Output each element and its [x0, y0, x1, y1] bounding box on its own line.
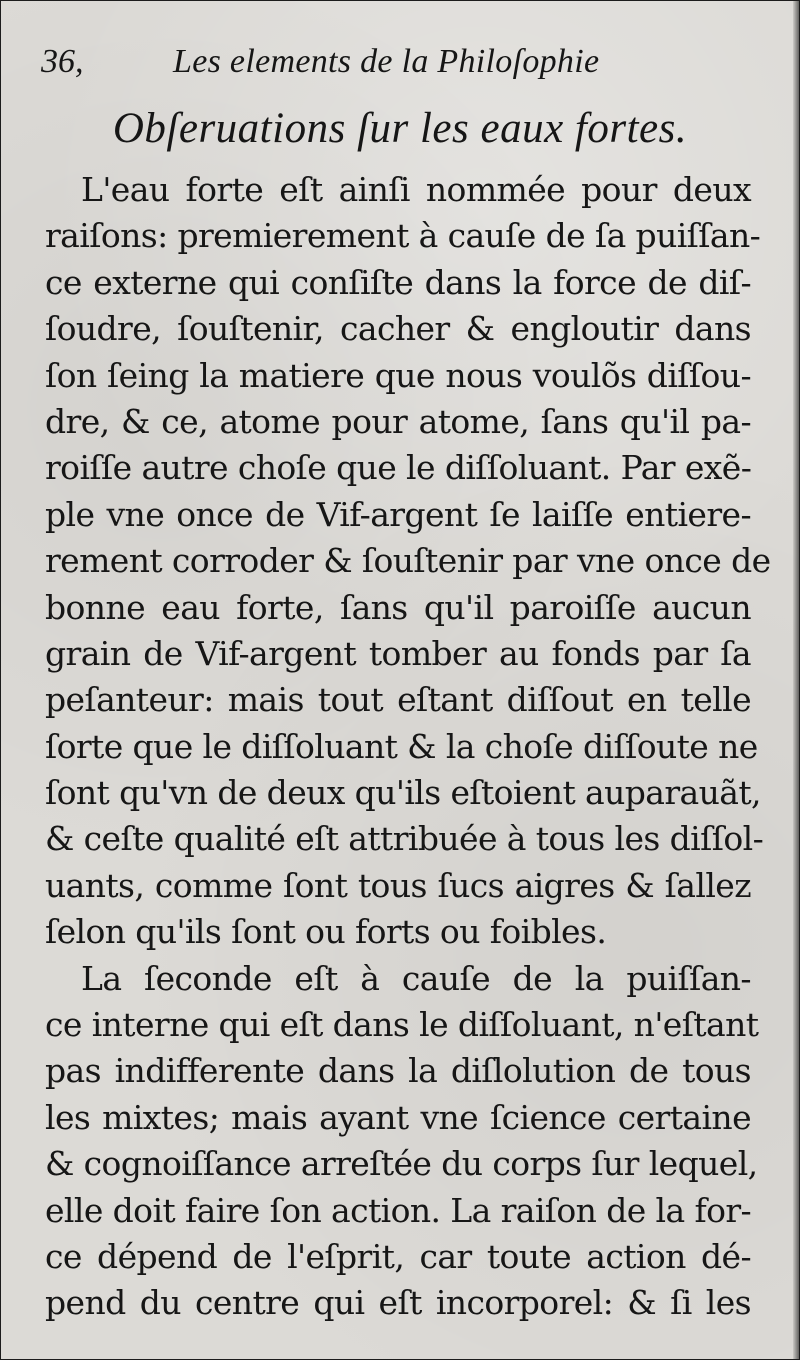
- text-line: La ſeconde eſt à cauſe de la puiſſan-: [81, 958, 751, 998]
- text-line: ple vne once de Vif-argent ſe laiſſe entiere-: [45, 494, 751, 534]
- text-line: grain de Vif-argent tomber au fonds par ſa: [45, 633, 751, 673]
- text-line: ce externe qui conſiſte dans la force de diſ-: [45, 262, 751, 302]
- text-line: & cognoiſſance arreſtée du corps ſur lequel,: [45, 1144, 758, 1184]
- text-line: ſoudre, ſouſtenir, cacher & engloutir dans: [45, 309, 751, 349]
- text-line: ce interne qui eſt dans le diſſoluant, n'eſtant: [45, 1005, 759, 1045]
- text-line: ſon ſeing la matiere que nous voulõs diſſou-: [45, 355, 751, 395]
- page-number: 36,: [41, 43, 84, 80]
- text-line: bonne eau forte, ſans qu'il paroiſſe aucun: [45, 587, 751, 627]
- text-line: pend du centre qui eſt incorporel: & ſi les: [45, 1283, 751, 1323]
- text-line: peſanteur: mais tout eſtant diſſout en telle: [45, 680, 751, 720]
- text-line: ſelon qu'ils ſont ou forts ou foibles.: [45, 912, 607, 952]
- running-head: [41, 37, 761, 87]
- text-line: dre, & ce, atome pour atome, ſans qu'il pa-: [45, 401, 751, 441]
- text-line: les mixtes; mais ayant vne ſcience certaine: [45, 1097, 751, 1137]
- running-title: Les elements de la Philoſophie: [173, 43, 600, 80]
- text-line: L'eau forte eſt ainſi nommée pour deux: [81, 170, 751, 209]
- text-line: rement corroder & ſouſtenir par vne once de: [45, 541, 771, 581]
- text-line: ſont qu'vn de deux qu'ils eſtoient auparauãt,: [45, 773, 761, 813]
- text-line: raiſons: premierement à cauſe de ſa puiſſan-: [45, 216, 761, 256]
- page-edge-shadow: [793, 1, 799, 1359]
- text-line: pas indifferente dans la diſlolution de tous: [45, 1051, 751, 1091]
- body-text: [45, 167, 771, 1327]
- book-page: [1, 1, 799, 1359]
- text-line: & ceſte qualité eſt attribuée à tous les diſſol-: [45, 819, 764, 859]
- text-line: uants, comme ſont tous ſucs aigres & ſallez: [45, 865, 751, 905]
- text-line: ſorte que le diſſoluant & la choſe diſſoute ne: [45, 726, 758, 766]
- section-heading: Obſeruations ſur les eaux fortes.: [112, 105, 688, 152]
- text-line: roiſſe autre choſe que le diſſoluant. Par exẽ-: [45, 448, 752, 488]
- text-line: elle doit faire ſon action. La raiſon de la for-: [45, 1190, 752, 1230]
- text-line: ce dépend de l'eſprit, car toute action dé-: [45, 1236, 751, 1276]
